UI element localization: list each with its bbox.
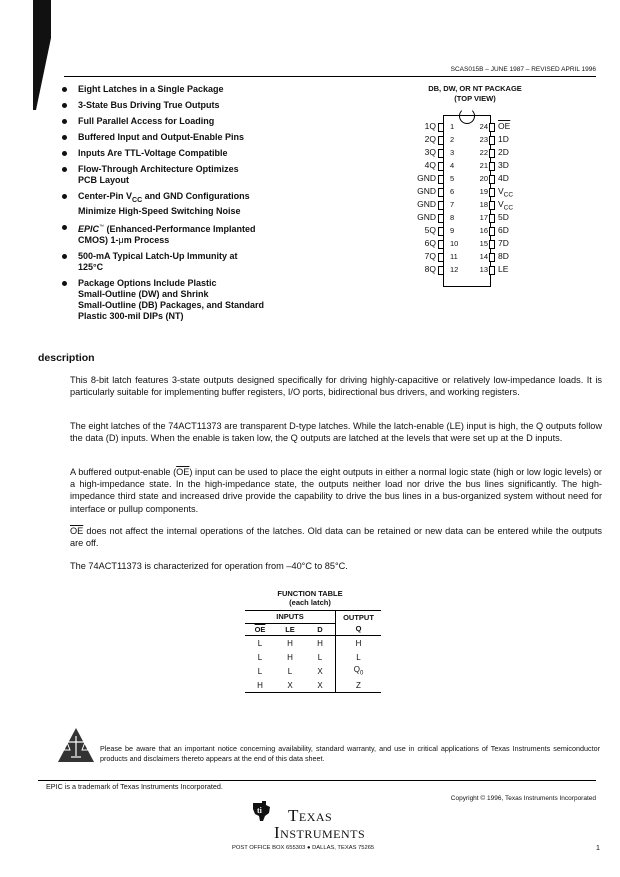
pin-left-number: 10	[450, 239, 459, 248]
col-d: D	[317, 624, 323, 634]
pin-right-name: 4D	[498, 173, 509, 183]
pin-left-number: 3	[450, 148, 455, 157]
feature-item: Buffered Input and Output-Enable Pins	[62, 132, 314, 143]
pin-right-name: $V_{CC}$	[498, 186, 514, 199]
pin-right-number: 16	[479, 226, 488, 235]
page-number: 1	[595, 843, 600, 852]
pin-left-number: 11	[450, 252, 458, 261]
table-row: L H L L	[245, 650, 381, 664]
texas-instruments-logo-icon	[250, 800, 272, 822]
description-paragraph-3: A buffered output-enable $(\overline{OE})$ input can be used to place the eight outputs in either a normal logic state (high or low logic levels) or a high-impedance state. In the high-impedance state, the outputs neither load nor drive the bus lines significantly. The high-impedance third state and increased drive provide the capability to drive the bus lines in a bus-organized system without need for interface or pullup components.	[70, 467, 602, 514]
pin-left-name: 7Q	[424, 251, 436, 261]
pin-stub	[489, 123, 495, 132]
pin-left-number: 9	[450, 226, 455, 235]
pinout-diagram	[0, 0, 620, 300]
pin-left-name: 4Q	[424, 160, 436, 170]
pin-right-number: 17	[479, 213, 488, 222]
pin-stub	[489, 266, 495, 275]
pin-right-number: 20	[479, 174, 488, 183]
pin-stub	[438, 149, 444, 158]
pin-right-name: 6D	[498, 225, 509, 235]
warning-scales-icon	[58, 728, 94, 762]
pin-right-number: 19	[479, 187, 488, 196]
pin-left-name: 5Q	[424, 225, 436, 235]
table-row: L L X $Q_0$	[245, 664, 381, 678]
feature-item: Flow-Through Architecture Optimizes PCB Layout	[62, 164, 314, 186]
pin-right-name: 8D	[498, 251, 509, 261]
section-title: description	[38, 352, 95, 364]
output-header: OUTPUT Q	[336, 611, 382, 636]
pin-right-name: 5D	[498, 212, 509, 222]
package-title: DB, DW, OR NT PACKAGE (TOP VIEW)	[428, 84, 522, 103]
pin-left-number: 7	[450, 200, 455, 209]
pin-stub	[438, 227, 444, 236]
trademark-note: EPIC is a trademark of Texas Instruments Incorporated.	[46, 782, 223, 791]
pin-stub	[489, 201, 495, 210]
pin-left-name: GND	[417, 212, 436, 222]
function-table-title: FUNCTION TABLE (each latch)	[277, 589, 343, 607]
pin-stub	[489, 136, 495, 145]
pin-stub	[489, 240, 495, 249]
pin-right-number: 23	[479, 135, 488, 144]
copyright: Copyright © 1996, Texas Instruments Incorporated	[450, 795, 596, 802]
pin-right-name: 3D	[498, 160, 509, 170]
pin-stub	[438, 162, 444, 171]
pin-right-name: $\overline{OE}$	[498, 121, 511, 131]
col-oe: $\overline{OE}$	[254, 624, 266, 634]
pin-right-name: LE	[498, 264, 509, 274]
pin-left-name: GND	[417, 173, 436, 183]
pin-stub	[438, 266, 444, 275]
pin-right-name: 7D	[498, 238, 509, 248]
description-paragraph-4: $\overline{OE}$ does not affect the internal operations of the latches. Old data can be retained or new data can be entered while the outputs are off.	[70, 526, 602, 549]
footer-rule	[38, 780, 596, 781]
pin-left-number: 12	[450, 265, 459, 274]
svg-text:ti: ti	[257, 806, 262, 815]
pin-right-number: 14	[479, 252, 488, 261]
pin-stub	[438, 253, 444, 262]
pin-left-name: 6Q	[424, 238, 436, 248]
pin-left-number: 4	[450, 161, 455, 170]
pin-stub	[438, 214, 444, 223]
description-paragraph-1: This 8-bit latch features 3-state outputs designed specifically for driving highly-capacitive or relatively low-impedance loads. It is particularly suitable for implementing buffer registers, I/O ports, bidirectional bus drivers, and working registers.	[70, 375, 602, 398]
pin-right-name: $V_{CC}$	[498, 199, 514, 212]
table-row: L H H H	[245, 636, 381, 651]
pin-stub	[489, 149, 495, 158]
important-notice: Please be aware that an important notice concerning availability, standard warranty, and use in critical applications of Texas Instruments semiconductor products and disclaimers thereto appears at the end of this data sheet.	[100, 744, 600, 763]
pin-right-number: 21	[479, 161, 488, 170]
pin-left-number: 2	[450, 135, 455, 144]
pin-left-number: 8	[450, 213, 455, 222]
pin-right-number: 22	[479, 148, 488, 157]
pin-left-number: 1	[450, 122, 455, 131]
pin-right-number: 18	[479, 200, 488, 209]
feature-item: Package Options Include Plastic Small-Outline (DW) and Shrink Small-Outline (DB) Packages, and Standard Plastic 300-mil DIPs (NT)	[62, 278, 314, 322]
inputs-header: INPUTS	[245, 611, 336, 624]
pin-left-name: 8Q	[424, 264, 436, 274]
pin-stub	[489, 175, 495, 184]
pin-stub	[438, 175, 444, 184]
pin-right-number: 15	[479, 239, 488, 248]
pin-left-name: 3Q	[424, 147, 436, 157]
feature-item: 3-State Bus Driving True Outputs	[62, 100, 314, 111]
pin-left-name: 2Q	[424, 134, 436, 144]
postal-address: POST OFFICE BOX 655303 ● DALLAS, TEXAS 75265	[232, 845, 375, 851]
feature-item: Eight Latches in a Single Package	[62, 84, 314, 95]
pin-right-number: 13	[479, 265, 488, 274]
pin-stub	[438, 123, 444, 132]
description-paragraph-5: The 74ACT11373 is characterized for operation from –40°C to 85°C.	[70, 561, 348, 571]
pin-stub	[489, 162, 495, 171]
feature-item: 500-mA Typical Latch-Up Immunity at 125°C	[62, 251, 314, 273]
pin-stub	[489, 214, 495, 223]
pin-stub	[489, 227, 495, 236]
feature-item: EPIC™ (Enhanced-Performance Implanted CMOS) 1-μm Process	[62, 222, 314, 246]
pin-left-name: 1Q	[424, 121, 436, 131]
pin-stub	[489, 188, 495, 197]
pin-left-number: 5	[450, 174, 455, 183]
pin-left-number: 6	[450, 187, 455, 196]
pin-left-name: GND	[417, 199, 436, 209]
document-id: SCAS015B – JUNE 1987 – REVISED APRIL 1996	[450, 66, 596, 73]
pin-left-name: GND	[417, 186, 436, 196]
pin-stub	[438, 240, 444, 249]
feature-item: Inputs Are TTL-Voltage Compatible	[62, 148, 314, 159]
table-row: H X X Z	[245, 678, 381, 693]
pin-right-name: 1D	[498, 134, 509, 144]
pin-stub	[438, 201, 444, 210]
pin-stub	[438, 136, 444, 145]
function-table	[245, 610, 381, 693]
feature-item: Center-Pin $V_{CC}$ and GND Configurations Minimize High-Speed Switching Noise	[62, 191, 314, 217]
feature-item: Full Parallel Access for Loading	[62, 116, 314, 127]
description-paragraph-2: The eight latches of the 74ACT11373 are transparent D-type latches. While the latch-enable (LE) input is high, the Q outputs follow the data (D) inputs. When the enable is taken low, the Q outputs are latched at the levels that were set up at the D inputs.	[70, 421, 602, 444]
pin-right-name: 2D	[498, 147, 509, 157]
col-le: LE	[285, 624, 295, 634]
pin-right-number: 24	[479, 122, 488, 131]
texas-instruments-logo: Texas Instruments	[274, 806, 366, 842]
pin-stub	[489, 253, 495, 262]
pin-stub	[438, 188, 444, 197]
